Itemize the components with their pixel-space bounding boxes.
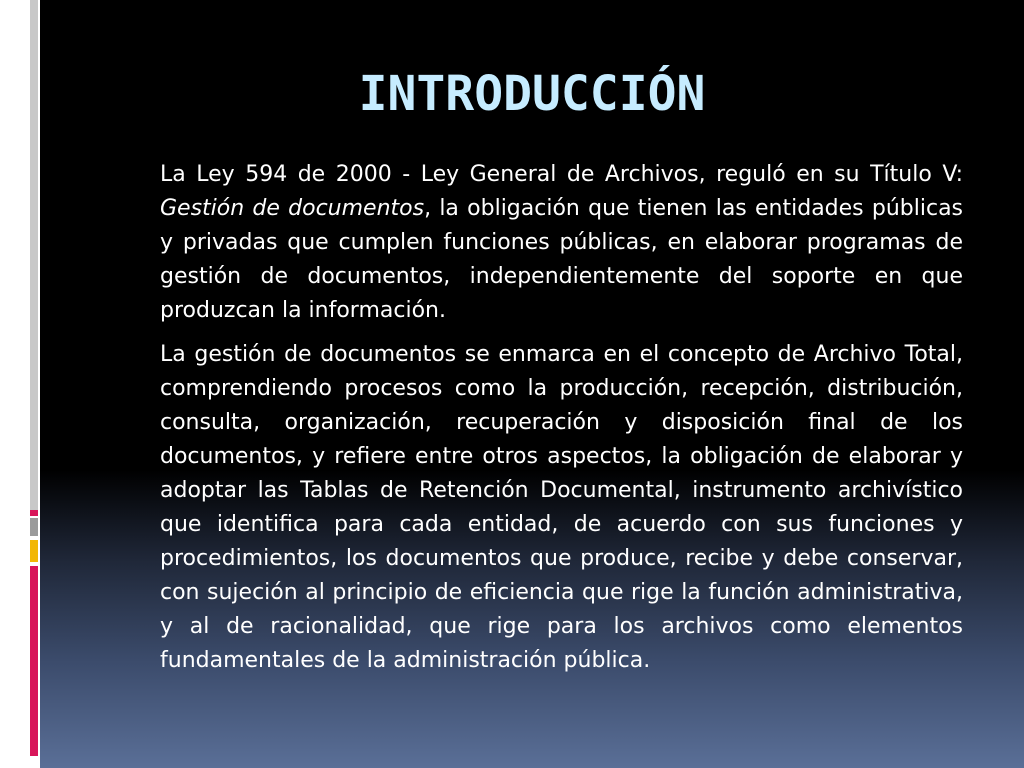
slide-title: INTRODUCCIÓN: [358, 66, 706, 122]
decorative-stripe-pink-small: [30, 510, 38, 516]
slide-body: [160, 158, 963, 688]
decorative-stripe-pink: [30, 566, 38, 756]
paragraph-gestion-documentos: La gestión de documentos se enmarca en el concepto de Archivo Total, comprendiendo procesos como la producción, recepción, distribución, consulta, organización, recuperación y disposición final de los documentos, y refiere entre otros aspectos, la obligación de elaborar y adoptar las Tablas de Retención Documental, instrumento archivístico que identifica para cada entidad, de acuerdo con sus funciones y procedimientos, los documentos que produce, recibe y debe conservar, con sujeción al principio de eficiencia que rige la función administrativa, y al de racionalidad, que rige para los archivos como elementos fundamentales de la administración pública.: [160, 342, 963, 673]
paragraph-ley-594: [160, 158, 963, 328]
decorative-stripe-dark-gray: [30, 518, 38, 536]
decorative-stripe-gray: [30, 0, 38, 510]
paragraph-1-text-end: , la obligación que tienen las entidades públicas y privadas que cumplen funciones públicas, en elaborar programas de gestión de documentos, independientemente del soporte en que produzcan la información.: [160, 196, 964, 323]
decorative-stripe-yellow: [30, 540, 38, 562]
paragraph-1-emphasis: Gestión de documentos: [160, 196, 425, 221]
paragraph-1-text-start: La Ley 594 de 2000 - Ley General de Archivos, reguló en su Título V:: [160, 162, 963, 187]
